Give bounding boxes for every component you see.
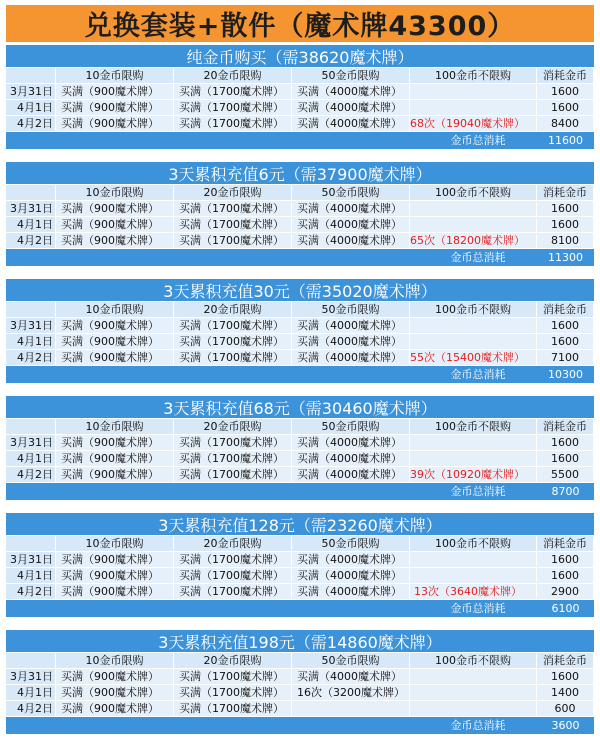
column-header: 10金币限购 — [56, 185, 174, 201]
unlimited100-cell: 65次（18200魔术牌） — [410, 233, 537, 249]
date-cell: 4月2日 — [6, 584, 56, 600]
limit10-cell: 买满（900魔术牌） — [56, 100, 174, 116]
unlimited100-cell: 13次（3640魔术牌） — [410, 584, 537, 600]
limit50-cell — [292, 701, 410, 717]
total-value: 11600 — [548, 134, 583, 147]
limit20-cell: 买满（1700魔术牌） — [174, 467, 292, 483]
section-header: 3天累积充值6元（需37900魔术牌） — [6, 162, 594, 185]
unlimited100-cell: 39次（10920魔术牌） — [410, 467, 537, 483]
cost-cell: 1600 — [537, 669, 594, 685]
limit10-cell: 买满（900魔术牌） — [56, 435, 174, 451]
cost-cell: 2900 — [537, 584, 594, 600]
section-header: 纯金币购买（需38620魔术牌） — [6, 45, 594, 68]
table-row — [6, 568, 594, 584]
section — [6, 513, 594, 617]
limit10-cell: 买满（900魔术牌） — [56, 552, 174, 568]
total-row — [6, 249, 594, 266]
page-title: 兑换套装+散件（魔术牌43300） — [84, 11, 516, 42]
column-header-row — [6, 302, 594, 318]
table-row — [6, 318, 594, 334]
limit20-cell: 买满（1700魔术牌） — [174, 233, 292, 249]
cost-cell: 1400 — [537, 685, 594, 701]
limit50-cell: 买满（4000魔术牌） — [292, 350, 410, 366]
limit20-cell: 买满（1700魔术牌） — [174, 435, 292, 451]
total-value: 8700 — [551, 485, 580, 498]
limit20-cell: 买满（1700魔术牌） — [174, 584, 292, 600]
total-value: 6100 — [551, 602, 580, 615]
column-header: 10金币限购 — [56, 419, 174, 435]
total-row — [6, 132, 594, 149]
table-row — [6, 201, 594, 217]
date-cell: 3月31日 — [6, 84, 56, 100]
limit20-cell: 买满（1700魔术牌） — [174, 116, 292, 132]
unlimited100-cell — [410, 685, 537, 701]
limit10-cell: 买满（900魔术牌） — [56, 584, 174, 600]
table-row — [6, 552, 594, 568]
column-header: 10金币限购 — [56, 68, 174, 84]
table-row — [6, 669, 594, 685]
limit10-cell: 买满（900魔术牌） — [56, 233, 174, 249]
unlimited100-cell — [410, 100, 537, 116]
limit20-cell: 买满（1700魔术牌） — [174, 552, 292, 568]
limit10-cell: 买满（900魔术牌） — [56, 334, 174, 350]
unlimited100-cell — [410, 451, 537, 467]
limit20-cell: 买满（1700魔术牌） — [174, 217, 292, 233]
title-bar — [6, 5, 594, 42]
column-header: 20金币限购 — [174, 68, 292, 84]
table-row — [6, 217, 594, 233]
table-row — [6, 84, 594, 100]
column-header: 100金币不限购 — [410, 536, 537, 552]
date-header-cell — [6, 536, 56, 552]
table-row — [6, 451, 594, 467]
limit20-cell: 买满（1700魔术牌） — [174, 201, 292, 217]
limit20-cell: 买满（1700魔术牌） — [174, 318, 292, 334]
date-cell: 3月31日 — [6, 435, 56, 451]
total-spacer — [6, 132, 419, 149]
column-header-row — [6, 419, 594, 435]
cost-cell: 1600 — [537, 435, 594, 451]
limit50-cell: 买满（4000魔术牌） — [292, 100, 410, 116]
total-row — [6, 600, 594, 617]
limit20-cell: 买满（1700魔术牌） — [174, 669, 292, 685]
limit20-cell: 买满（1700魔术牌） — [174, 100, 292, 116]
column-header: 100金币不限购 — [410, 653, 537, 669]
limit50-cell: 买满（4000魔术牌） — [292, 233, 410, 249]
total-spacer — [6, 249, 419, 266]
limit20-cell: 买满（1700魔术牌） — [174, 568, 292, 584]
section-header: 3天累积充值68元（需30460魔术牌） — [6, 396, 594, 419]
unlimited100-cell — [410, 568, 537, 584]
date-header-cell — [6, 185, 56, 201]
limit50-cell: 买满（4000魔术牌） — [292, 116, 410, 132]
date-cell: 4月1日 — [6, 451, 56, 467]
limit50-cell: 买满（4000魔术牌） — [292, 568, 410, 584]
table-row — [6, 584, 594, 600]
section-header: 3天累积充值198元（需14860魔术牌） — [6, 630, 594, 653]
total-spacer — [6, 717, 419, 734]
column-header-row — [6, 653, 594, 669]
total-label: 金币总消耗 — [450, 602, 506, 615]
total-row — [6, 483, 594, 500]
column-header-row — [6, 68, 594, 84]
limit50-cell: 买满（4000魔术牌） — [292, 84, 410, 100]
cost-cell: 8400 — [537, 116, 594, 132]
total-spacer — [6, 366, 419, 383]
date-cell: 4月2日 — [6, 116, 56, 132]
cost-cell: 1600 — [537, 100, 594, 116]
total-value: 11300 — [548, 251, 583, 264]
total-label: 金币总消耗 — [450, 719, 506, 732]
limit50-cell: 买满（4000魔术牌） — [292, 318, 410, 334]
unlimited100-cell — [410, 201, 537, 217]
limit10-cell: 买满（900魔术牌） — [56, 318, 174, 334]
limit20-cell: 买满（1700魔术牌） — [174, 685, 292, 701]
column-header: 20金币限购 — [174, 536, 292, 552]
limit10-cell: 买满（900魔术牌） — [56, 350, 174, 366]
date-header-cell — [6, 68, 56, 84]
column-header: 50金币限购 — [292, 419, 410, 435]
total-label: 金币总消耗 — [450, 134, 506, 147]
date-cell: 4月1日 — [6, 100, 56, 116]
column-header: 100金币不限购 — [410, 419, 537, 435]
date-cell: 4月1日 — [6, 217, 56, 233]
section — [6, 279, 594, 383]
unlimited100-cell — [410, 669, 537, 685]
date-cell: 4月2日 — [6, 467, 56, 483]
column-header: 100金币不限购 — [410, 68, 537, 84]
column-header: 消耗金币 — [537, 302, 594, 318]
date-cell: 3月31日 — [6, 318, 56, 334]
table-row — [6, 100, 594, 116]
total-label: 金币总消耗 — [450, 368, 506, 381]
total-label: 金币总消耗 — [450, 251, 506, 264]
date-header-cell — [6, 653, 56, 669]
section — [6, 396, 594, 500]
column-header: 20金币限购 — [174, 653, 292, 669]
section-header: 3天累积充值30元（需35020魔术牌） — [6, 279, 594, 302]
limit10-cell: 买满（900魔术牌） — [56, 116, 174, 132]
column-header: 50金币限购 — [292, 653, 410, 669]
unlimited100-cell — [410, 84, 537, 100]
column-header: 消耗金币 — [537, 68, 594, 84]
column-header: 100金币不限购 — [410, 185, 537, 201]
date-cell: 4月1日 — [6, 334, 56, 350]
column-header: 20金币限购 — [174, 302, 292, 318]
cost-cell: 1600 — [537, 568, 594, 584]
total-row — [6, 717, 594, 734]
cost-cell: 7100 — [537, 350, 594, 366]
column-header: 50金币限购 — [292, 302, 410, 318]
unlimited100-cell — [410, 318, 537, 334]
limit50-cell: 买满（4000魔术牌） — [292, 467, 410, 483]
cost-cell: 8100 — [537, 233, 594, 249]
date-cell: 3月31日 — [6, 552, 56, 568]
limit10-cell: 买满（900魔术牌） — [56, 451, 174, 467]
cost-cell: 1600 — [537, 318, 594, 334]
column-header: 消耗金币 — [537, 536, 594, 552]
limit10-cell: 买满（900魔术牌） — [56, 701, 174, 717]
date-cell: 3月31日 — [6, 201, 56, 217]
date-cell: 4月2日 — [6, 701, 56, 717]
table-row — [6, 350, 594, 366]
cost-cell: 600 — [537, 701, 594, 717]
cost-cell: 1600 — [537, 217, 594, 233]
limit50-cell: 买满（4000魔术牌） — [292, 669, 410, 685]
column-header: 20金币限购 — [174, 185, 292, 201]
column-header-row — [6, 185, 594, 201]
unlimited100-cell — [410, 217, 537, 233]
section — [6, 45, 594, 149]
limit50-cell: 买满（4000魔术牌） — [292, 584, 410, 600]
limit10-cell: 买满（900魔术牌） — [56, 467, 174, 483]
total-row — [6, 366, 594, 383]
cost-cell: 1600 — [537, 84, 594, 100]
column-header: 10金币限购 — [56, 302, 174, 318]
date-cell: 4月2日 — [6, 233, 56, 249]
limit20-cell: 买满（1700魔术牌） — [174, 350, 292, 366]
column-header: 10金币限购 — [56, 536, 174, 552]
section — [6, 162, 594, 266]
date-cell: 4月1日 — [6, 568, 56, 584]
column-header: 消耗金币 — [537, 185, 594, 201]
limit10-cell: 买满（900魔术牌） — [56, 568, 174, 584]
limit50-cell: 买满（4000魔术牌） — [292, 334, 410, 350]
limit20-cell: 买满（1700魔术牌） — [174, 701, 292, 717]
section — [6, 630, 594, 734]
limit50-cell: 买满（4000魔术牌） — [292, 552, 410, 568]
limit50-cell: 16次（3200魔术牌） — [292, 685, 410, 701]
table-row — [6, 435, 594, 451]
date-header-cell — [6, 302, 56, 318]
unlimited100-cell: 68次（19040魔术牌） — [410, 116, 537, 132]
column-header: 50金币限购 — [292, 536, 410, 552]
total-spacer — [6, 483, 419, 500]
cost-cell: 1600 — [537, 552, 594, 568]
unlimited100-cell — [410, 435, 537, 451]
section-header: 3天累积充值128元（需23260魔术牌） — [6, 513, 594, 536]
limit10-cell: 买满（900魔术牌） — [56, 84, 174, 100]
column-header: 100金币不限购 — [410, 302, 537, 318]
cost-cell: 1600 — [537, 201, 594, 217]
limit10-cell: 买满（900魔术牌） — [56, 669, 174, 685]
table-row — [6, 334, 594, 350]
date-cell: 4月1日 — [6, 685, 56, 701]
unlimited100-cell — [410, 334, 537, 350]
limit20-cell: 买满（1700魔术牌） — [174, 334, 292, 350]
column-header: 50金币限购 — [292, 68, 410, 84]
column-header: 10金币限购 — [56, 653, 174, 669]
limit10-cell: 买满（900魔术牌） — [56, 201, 174, 217]
total-value: 3600 — [551, 719, 580, 732]
unlimited100-cell — [410, 552, 537, 568]
limit20-cell: 买满（1700魔术牌） — [174, 84, 292, 100]
column-header-row — [6, 536, 594, 552]
date-cell: 4月2日 — [6, 350, 56, 366]
table-row — [6, 701, 594, 717]
total-label: 金币总消耗 — [450, 485, 506, 498]
limit50-cell: 买满（4000魔术牌） — [292, 201, 410, 217]
table-row — [6, 685, 594, 701]
limit10-cell: 买满（900魔术牌） — [56, 217, 174, 233]
limit50-cell: 买满（4000魔术牌） — [292, 451, 410, 467]
cost-cell: 1600 — [537, 451, 594, 467]
cost-cell: 5500 — [537, 467, 594, 483]
limit10-cell: 买满（900魔术牌） — [56, 685, 174, 701]
total-value: 10300 — [548, 368, 583, 381]
column-header: 50金币限购 — [292, 185, 410, 201]
column-header: 消耗金币 — [537, 653, 594, 669]
unlimited100-cell — [410, 701, 537, 717]
table-row — [6, 467, 594, 483]
table-row — [6, 116, 594, 132]
table-row — [6, 233, 594, 249]
limit50-cell: 买满（4000魔术牌） — [292, 217, 410, 233]
limit50-cell: 买满（4000魔术牌） — [292, 435, 410, 451]
unlimited100-cell: 55次（15400魔术牌） — [410, 350, 537, 366]
date-cell: 3月31日 — [6, 669, 56, 685]
column-header: 20金币限购 — [174, 419, 292, 435]
column-header: 消耗金币 — [537, 419, 594, 435]
limit20-cell: 买满（1700魔术牌） — [174, 451, 292, 467]
cost-cell: 1600 — [537, 334, 594, 350]
date-header-cell — [6, 419, 56, 435]
total-spacer — [6, 600, 419, 617]
